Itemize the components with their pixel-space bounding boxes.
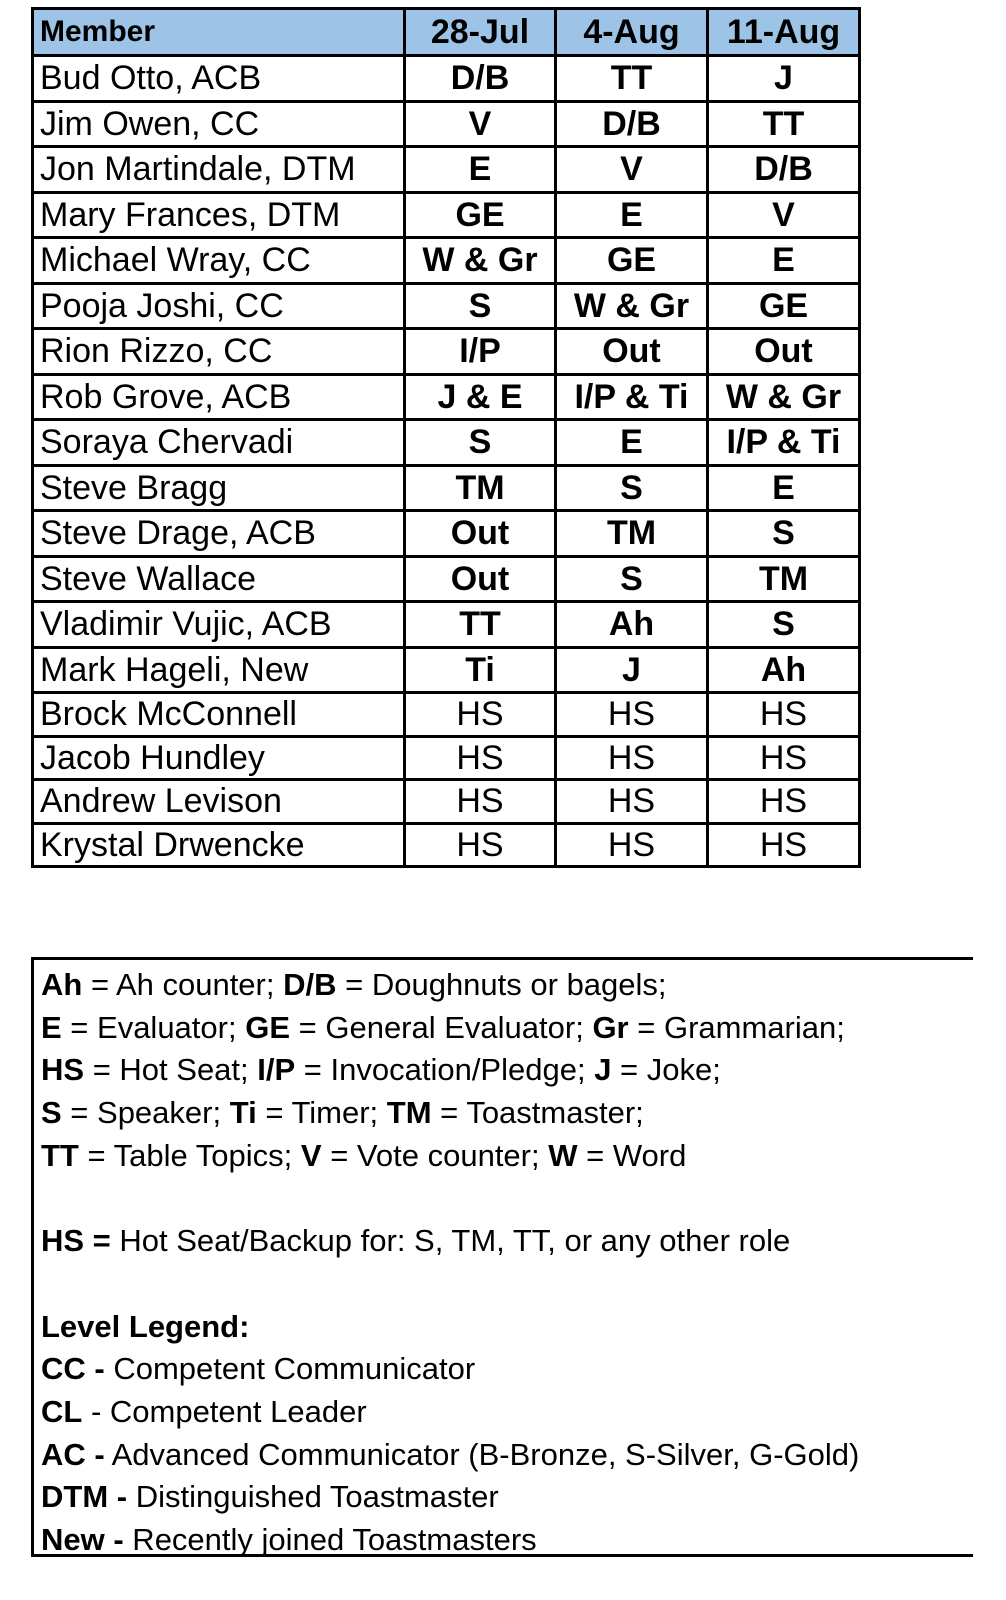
date-column-header: 28-Jul bbox=[405, 9, 556, 56]
role-cell: Out bbox=[556, 329, 708, 375]
member-name: Andrew Levison bbox=[33, 780, 405, 824]
member-name: Jim Owen, CC bbox=[33, 101, 405, 147]
role-cell: S bbox=[405, 283, 556, 329]
table-row bbox=[33, 192, 860, 238]
member-name: Steve Wallace bbox=[33, 556, 405, 602]
level-legend-line: AC - Advanced Communicator (B-Bronze, S-Silver, G-Gold) bbox=[41, 1436, 860, 1472]
member-name: Jon Martindale, DTM bbox=[33, 147, 405, 193]
level-legend-line: New - Recently joined Toastmasters bbox=[41, 1521, 537, 1557]
member-name: Soraya Chervadi bbox=[33, 420, 405, 466]
date-column-header: 11-Aug bbox=[708, 9, 860, 56]
member-name: Rob Grove, ACB bbox=[33, 374, 405, 420]
role-cell: I/P & Ti bbox=[556, 374, 708, 420]
role-cell: D/B bbox=[405, 56, 556, 102]
member-name: Vladimir Vujic, ACB bbox=[33, 602, 405, 648]
role-cell: Out bbox=[405, 511, 556, 557]
role-cell: E bbox=[556, 420, 708, 466]
table-row bbox=[33, 329, 860, 375]
role-legend-line: S = Speaker; Ti = Timer; TM = Toastmaster; bbox=[41, 1095, 644, 1131]
member-name: Mary Frances, DTM bbox=[33, 192, 405, 238]
member-name: Mark Hageli, New bbox=[33, 647, 405, 693]
role-cell: J bbox=[556, 647, 708, 693]
legend-box bbox=[31, 957, 973, 1557]
role-cell: S bbox=[708, 511, 860, 557]
role-cell: HS bbox=[708, 693, 860, 737]
table-row bbox=[33, 602, 860, 648]
role-cell: HS bbox=[556, 736, 708, 780]
table-row bbox=[33, 238, 860, 284]
role-cell: HS bbox=[405, 736, 556, 780]
role-cell: HS bbox=[556, 823, 708, 867]
table-row bbox=[33, 147, 860, 193]
role-cell: HS bbox=[708, 823, 860, 867]
role-cell: TT bbox=[708, 101, 860, 147]
role-cell: Ti bbox=[405, 647, 556, 693]
role-legend-line: TT = Table Topics; V = Vote counter; W = Word bbox=[41, 1137, 687, 1173]
role-legend-line: E = Evaluator; GE = General Evaluator; Gr = Grammarian; bbox=[41, 1009, 845, 1045]
table-row bbox=[33, 780, 860, 824]
table-row bbox=[33, 56, 860, 102]
role-cell: I/P bbox=[405, 329, 556, 375]
table-row bbox=[33, 420, 860, 466]
roster-body bbox=[33, 56, 860, 867]
member-name: Steve Drage, ACB bbox=[33, 511, 405, 557]
role-cell: GE bbox=[405, 192, 556, 238]
role-cell: Out bbox=[708, 329, 860, 375]
role-cell: J bbox=[708, 56, 860, 102]
role-cell: HS bbox=[405, 780, 556, 824]
header-row bbox=[33, 9, 860, 56]
level-legend-line: DTM - Distinguished Toastmaster bbox=[41, 1479, 499, 1515]
role-cell: TM bbox=[708, 556, 860, 602]
role-cell: Ah bbox=[708, 647, 860, 693]
role-cell: S bbox=[405, 420, 556, 466]
role-cell: S bbox=[708, 602, 860, 648]
table-row bbox=[33, 693, 860, 737]
level-legend-line: CC - Competent Communicator bbox=[41, 1351, 476, 1387]
role-cell: V bbox=[708, 192, 860, 238]
table-row bbox=[33, 283, 860, 329]
role-cell: W & Gr bbox=[708, 374, 860, 420]
role-cell: TM bbox=[556, 511, 708, 557]
role-legend bbox=[41, 964, 973, 1177]
role-cell: E bbox=[405, 147, 556, 193]
member-name: Rion Rizzo, CC bbox=[33, 329, 405, 375]
role-cell: TT bbox=[405, 602, 556, 648]
role-cell: S bbox=[556, 465, 708, 511]
role-cell: E bbox=[708, 238, 860, 284]
role-cell: S bbox=[556, 556, 708, 602]
member-name: Krystal Drwencke bbox=[33, 823, 405, 867]
role-cell: E bbox=[556, 192, 708, 238]
role-cell: V bbox=[405, 101, 556, 147]
role-legend-line: Ah = Ah counter; D/B = Doughnuts or bagels; bbox=[41, 967, 667, 1002]
role-cell: TM bbox=[405, 465, 556, 511]
table-row bbox=[33, 374, 860, 420]
member-column-header: Member bbox=[33, 9, 405, 56]
role-cell: HS bbox=[556, 780, 708, 824]
level-legend-line: CL - Competent Leader bbox=[41, 1393, 367, 1429]
role-cell: Out bbox=[405, 556, 556, 602]
role-cell: GE bbox=[708, 283, 860, 329]
role-cell: HS bbox=[708, 736, 860, 780]
table-row bbox=[33, 647, 860, 693]
role-cell: HS bbox=[708, 780, 860, 824]
member-name: Pooja Joshi, CC bbox=[33, 283, 405, 329]
role-cell: TT bbox=[556, 56, 708, 102]
role-cell: W & Gr bbox=[405, 238, 556, 284]
table-row bbox=[33, 465, 860, 511]
member-name: Jacob Hundley bbox=[33, 736, 405, 780]
role-cell: D/B bbox=[708, 147, 860, 193]
role-cell: E bbox=[708, 465, 860, 511]
role-cell: D/B bbox=[556, 101, 708, 147]
role-cell: HS bbox=[556, 693, 708, 737]
table-row bbox=[33, 823, 860, 867]
member-name: Brock McConnell bbox=[33, 693, 405, 737]
member-name: Michael Wray, CC bbox=[33, 238, 405, 284]
role-cell: HS bbox=[405, 693, 556, 737]
role-legend-line: HS = Hot Seat; I/P = Invocation/Pledge; J = Joke; bbox=[41, 1052, 721, 1088]
table-row bbox=[33, 101, 860, 147]
role-cell: I/P & Ti bbox=[708, 420, 860, 466]
table-row bbox=[33, 736, 860, 780]
member-name: Bud Otto, ACB bbox=[33, 56, 405, 102]
roster-table bbox=[31, 7, 861, 868]
level-legend bbox=[41, 1348, 973, 1561]
table-row bbox=[33, 556, 860, 602]
role-cell: J & E bbox=[405, 374, 556, 420]
member-name: Steve Bragg bbox=[33, 465, 405, 511]
role-cell: HS bbox=[405, 823, 556, 867]
level-legend-title: Level Legend: bbox=[41, 1308, 250, 1344]
role-cell: V bbox=[556, 147, 708, 193]
role-cell: W & Gr bbox=[556, 283, 708, 329]
hot-seat-note: HS = Hot Seat/Backup for: S, TM, TT, or any other role bbox=[41, 1223, 791, 1259]
role-cell: Ah bbox=[556, 602, 708, 648]
table-row bbox=[33, 511, 860, 557]
role-cell: GE bbox=[556, 238, 708, 284]
date-column-header: 4-Aug bbox=[556, 9, 708, 56]
